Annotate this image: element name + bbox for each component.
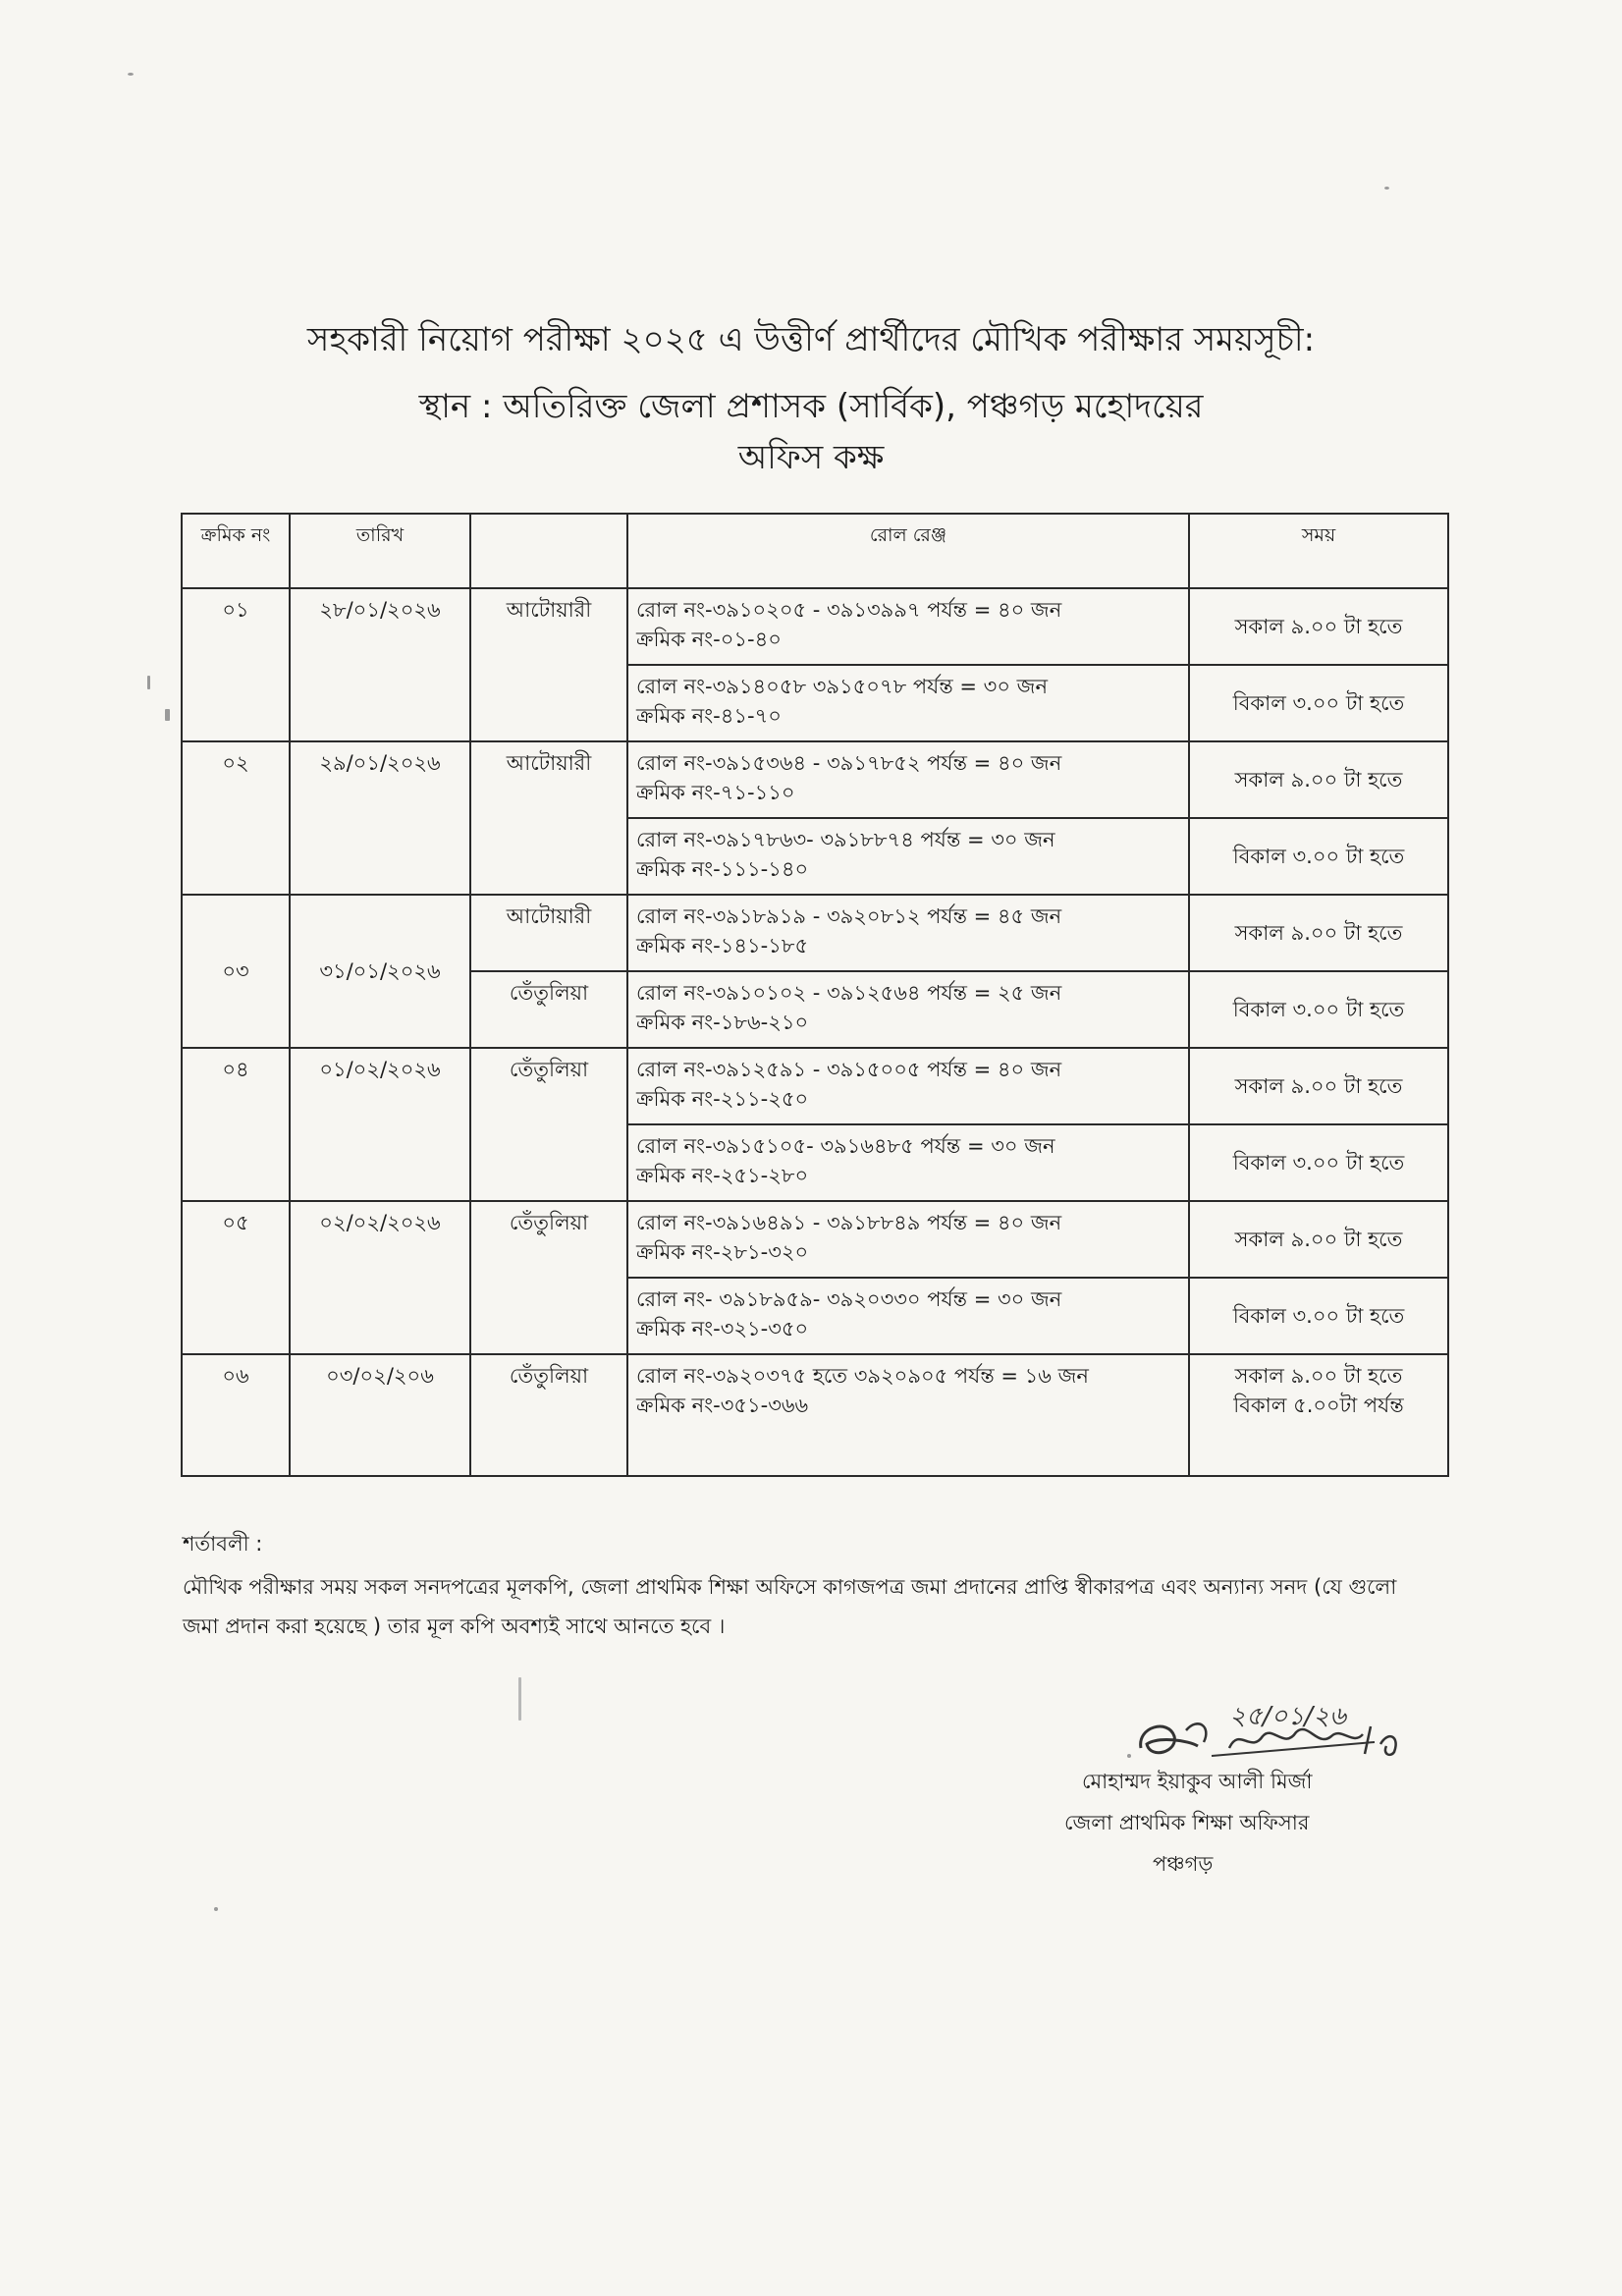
table-row: [182, 588, 1448, 665]
serial-range-text: ক্রমিক নং-৩২১-৩৫০: [636, 1317, 809, 1340]
handwritten-date: ২৫/০১/২৬: [1229, 1702, 1346, 1731]
header-date: তারিখ: [290, 514, 470, 588]
cell-time: সকাল ৯.০০ টা হতে: [1189, 1201, 1448, 1278]
serial-range-text: ক্রমিক নং-২৫১-২৮০: [636, 1164, 809, 1187]
cell-serial: ০১: [182, 588, 290, 741]
serial-range-text: ক্রমিক নং-১১১-১৪০: [636, 857, 809, 881]
cell-date: ০২/০২/২০২৬: [290, 1201, 470, 1354]
cell-upazila: তেঁতুলিয়া: [470, 1354, 627, 1476]
cell-serial: ০৩: [182, 895, 290, 1048]
roll-text: রোল নং-৩৯১৪০৫৮ ৩৯১৫০৭৮ পর্যন্ত = ৩০ জন: [636, 675, 1048, 698]
roll-text: রোল নং-৩৯১৮৯১৯ - ৩৯২০৮১২ পর্যন্ত = ৪৫ জন: [636, 904, 1062, 928]
scan-speck: [518, 1677, 521, 1721]
header-serial: ক্রমিক নং: [182, 514, 290, 588]
cell-date: ৩১/০১/২০২৬: [290, 895, 470, 1048]
cell-time: বিকাল ৩.০০ টা হতে: [1189, 1278, 1448, 1354]
conditions-label: শর্তাবলী :: [183, 1532, 263, 1556]
title-line-2: স্থান : অতিরিক্ত জেলা প্রশাসক (সার্বিক), পঞ্চগড় মহোদয়ের: [418, 387, 1204, 426]
serial-range-text: ক্রমিক নং-১৪১-১৮৫: [636, 934, 809, 957]
serial-range-text: ক্রমিক নং-২১১-২৫০: [636, 1087, 809, 1111]
table-row: [182, 1048, 1448, 1124]
cell-roll-range: [627, 1048, 1189, 1124]
serial-range-text: ক্রমিক নং-৩৫১-৩৬৬: [636, 1394, 809, 1417]
cell-date: ০১/০২/২০২৬: [290, 1048, 470, 1201]
cell-upazila: তেঁতুলিয়া: [470, 1201, 627, 1354]
header-roll-range: রোল রেঞ্জ: [627, 514, 1189, 588]
cell-upazila: আটোয়ারী: [470, 895, 627, 971]
scan-speck: [128, 73, 134, 76]
cell-date: ২৯/০১/২০২৬: [290, 741, 470, 895]
roll-text: রোল নং-৩৯১০২০৫ - ৩৯১৩৯৯৭ পর্যন্ত = ৪০ জন: [636, 598, 1062, 622]
cell-serial: ০৫: [182, 1201, 290, 1354]
serial-range-text: ক্রমিক নং-২৮১-৩২০: [636, 1240, 809, 1264]
cell-time: সকাল ৯.০০ টা হতে: [1189, 895, 1448, 971]
conditions-text: মৌখিক পরীক্ষার সময় সকল সনদপত্রের মূলকপি, জেলা প্রাথমিক শিক্ষা অফিসে কাগজপত্র জমা প্রদানের প্রাপ্তি স্বীকারপত্র এবং অন্যান্য সনদ (যে গুলো জমা প্রদান করা হয়েছে ) তার মূল কপি অবশ্যই সাথে আনতে হবে ।: [183, 1575, 1397, 1638]
title-line-1: সহকারী নিয়োগ পরীক্ষা ২০২৫ এ উত্তীর্ণ প্রার্থীদের মৌখিক পরীক্ষার সময়সূচী:: [306, 320, 1316, 359]
cell-time: বিকাল ৩.০০ টা হতে: [1189, 971, 1448, 1048]
serial-range-text: ক্রমিক নং-৭১-১১০: [636, 781, 795, 804]
cell-time: বিকাল ৩.০০ টা হতে: [1189, 1124, 1448, 1201]
table-header-row: [182, 514, 1448, 588]
table-row: [182, 741, 1448, 818]
cell-roll-range: [627, 1201, 1189, 1278]
scan-speck: [147, 676, 150, 689]
table-row: [182, 895, 1448, 971]
table-row: [182, 1201, 1448, 1278]
cell-date: ২৮/০১/২০২৬: [290, 588, 470, 741]
time-start: সকাল ৯.০০ টা হতে: [1234, 1364, 1403, 1388]
cell-serial: ০৪: [182, 1048, 290, 1201]
roll-text: রোল নং-৩৯১২৫৯১ - ৩৯১৫০০৫ পর্যন্ত = ৪০ জন: [636, 1058, 1062, 1081]
cell-serial: ০২: [182, 741, 290, 895]
table-row: [182, 1354, 1448, 1476]
roll-text: রোল নং-৩৯১৫৩৬৪ - ৩৯১৭৮৫২ পর্যন্ত = ৪০ জন: [636, 751, 1062, 775]
cell-time: সকাল ৯.০০ টা হতে: [1189, 1048, 1448, 1124]
cell-time: সকাল ৯.০০ টা হতে: [1189, 588, 1448, 665]
roll-text: রোল নং-৩৯১৬৪৯১ - ৩৯১৮৮৪৯ পর্যন্ত = ৪০ জন: [636, 1211, 1062, 1234]
cell-time: [1189, 1354, 1448, 1476]
roll-text: রোল নং- ৩৯১৮৯৫৯- ৩৯২০৩৩০ পর্যন্ত = ৩০ জন: [636, 1287, 1062, 1311]
cell-date: ০৩/০২/২০৬: [290, 1354, 470, 1476]
scan-speck: [214, 1907, 218, 1911]
cell-roll-range: [627, 741, 1189, 818]
signatory-designation: জেলা প্রাথমিক শিক্ষা অফিসার: [1064, 1811, 1310, 1834]
signatory-place: পঞ্চগড়: [1153, 1852, 1214, 1876]
cell-upazila: তেঁতুলিয়া: [470, 1048, 627, 1201]
header-upazila: [470, 514, 627, 588]
cell-roll-range: [627, 895, 1189, 971]
cell-roll-range: [627, 665, 1189, 741]
roll-text: রোল নং-৩৯১৫১০৫- ৩৯১৬৪৮৫ পর্যন্ত = ৩০ জন: [636, 1134, 1055, 1158]
schedule-table: [181, 513, 1449, 1477]
roll-text: রোল নং-৩৯১০১০২ - ৩৯১২৫৬৪ পর্যন্ত = ২৫ জন: [636, 981, 1062, 1005]
roll-text: রোল নং-৩৯১৭৮৬৩- ৩৯১৮৮৭৪ পর্যন্ত = ৩০ জন: [636, 828, 1055, 851]
cell-serial: ০৬: [182, 1354, 290, 1476]
signatory-name: মোহাম্মদ ইয়াকুব আলী মির্জা: [1082, 1770, 1313, 1793]
cell-time: বিকাল ৩.০০ টা হতে: [1189, 818, 1448, 895]
cell-roll-range: [627, 971, 1189, 1048]
cell-upazila: আটোয়ারী: [470, 741, 627, 895]
cell-roll-range: [627, 818, 1189, 895]
cell-roll-range: [627, 1278, 1189, 1354]
header-time: সময়: [1189, 514, 1448, 588]
cell-roll-range: [627, 588, 1189, 665]
serial-range-text: ক্রমিক নং-৪১-৭০: [636, 704, 782, 728]
scan-speck: [165, 709, 170, 721]
cell-upazila: তেঁতুলিয়া: [470, 971, 627, 1048]
cell-upazila: আটোয়ারী: [470, 588, 627, 741]
scan-speck: [1384, 187, 1389, 190]
time-end: বিকাল ৫.০০টা পর্যন্ত: [1233, 1394, 1404, 1417]
serial-range-text: ক্রমিক নং-১৮৬-২১০: [636, 1011, 809, 1034]
cell-time: সকাল ৯.০০ টা হতে: [1189, 741, 1448, 818]
cell-roll-range: [627, 1124, 1189, 1201]
roll-text: রোল নং-৩৯২০৩৭৫ হতে ৩৯২০৯০৫ পর্যন্ত = ১৬ জন: [636, 1364, 1089, 1388]
serial-range-text: ক্রমিক নং-০১-৪০: [636, 628, 782, 651]
cell-roll-range: [627, 1354, 1189, 1476]
title-line-3: অফিস কক্ষ: [737, 438, 885, 477]
cell-time: বিকাল ৩.০০ টা হতে: [1189, 665, 1448, 741]
